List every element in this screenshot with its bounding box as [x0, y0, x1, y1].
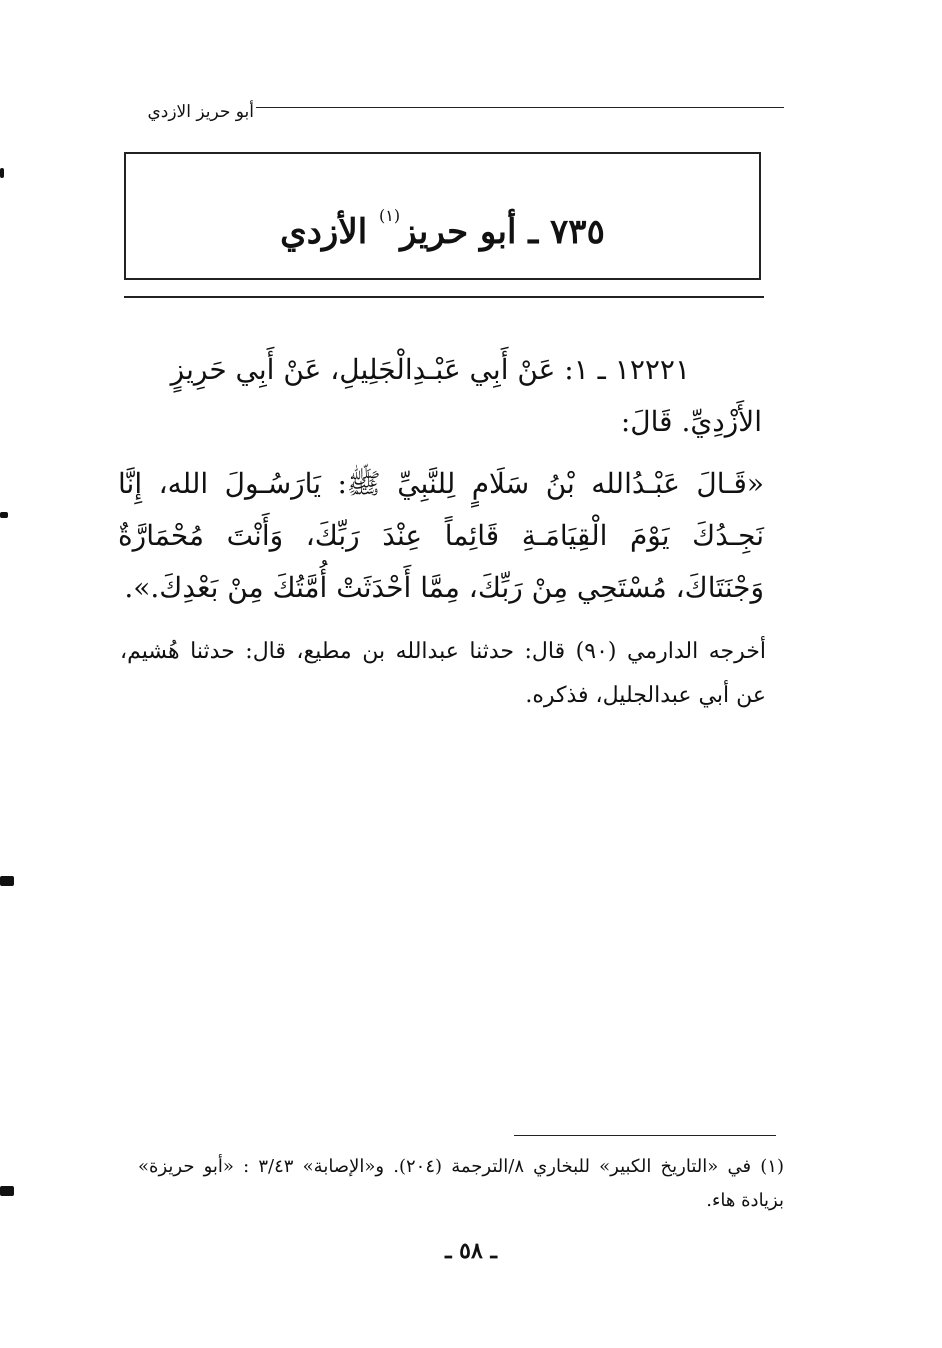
chapter-title-box [124, 152, 761, 280]
chapter-footnote-ref: (١) [379, 206, 401, 225]
scan-mark [0, 876, 14, 886]
running-header-rule [256, 107, 784, 108]
chapter-title [126, 186, 759, 262]
hadith-heading: ١٢٢٢١ ـ ١: عَنْ أَبِي عَبْـدِالْجَلِيلِ، عَنْ أَبِي حَرِيزٍ [170, 353, 690, 386]
scan-mark [0, 1186, 14, 1196]
running-header [118, 98, 766, 128]
scan-mark [0, 512, 8, 518]
hadith-heading-continuation: الأَزْدِيِّ. قَالَ: [620, 405, 762, 438]
scan-mark [0, 168, 4, 178]
running-header-title: أبو حريز الازدي [147, 102, 254, 122]
chapter-rule [124, 296, 764, 298]
footnote-number: (١) [760, 1156, 784, 1177]
takhrij-note: أخرجه الدارمي (٩٠) قال: حدثنا عبدالله بن مطيع، قال: حدثنا هُشيم، عن أبي عبدالجليل، فذكره. [120, 639, 766, 708]
footnote [138, 1150, 784, 1218]
hadith-text: «قَـالَ عَبْـدُالله بْنُ سَلَامٍ لِلنَّبِيِّ ﷺ: يَارَسُـولَ الله، إِنَّا نَجِـدُكَ يَوْمَ الْقِيَامَـةِ قَائِماً عِنْدَ رَبِّكَ، وَأَنْتَ مُحْمَارَّةٌ وَجْنَتَاكَ، مُسْتَحِي مِنْ رَبِّكَ، مِمَّا أَحْدَثَتْ أُمَّتُكَ مِنْ بَعْدِكَ.». [118, 467, 764, 604]
chapter-title-text: ٧٣٥ ـ أبو حريز [400, 212, 605, 252]
chapter-title-suffix: الأزدي [280, 212, 368, 252]
footnote-text: في «التاريخ الكبير» للبخاري ٨/الترجمة (٢٠٤). و«الإصابة» ٣/٤٣ : «أبو حريزة» بزيادة هاء. [138, 1156, 784, 1211]
footnote-rule [514, 1135, 776, 1136]
page-number: ـ ٥٨ ـ [445, 1238, 497, 1264]
